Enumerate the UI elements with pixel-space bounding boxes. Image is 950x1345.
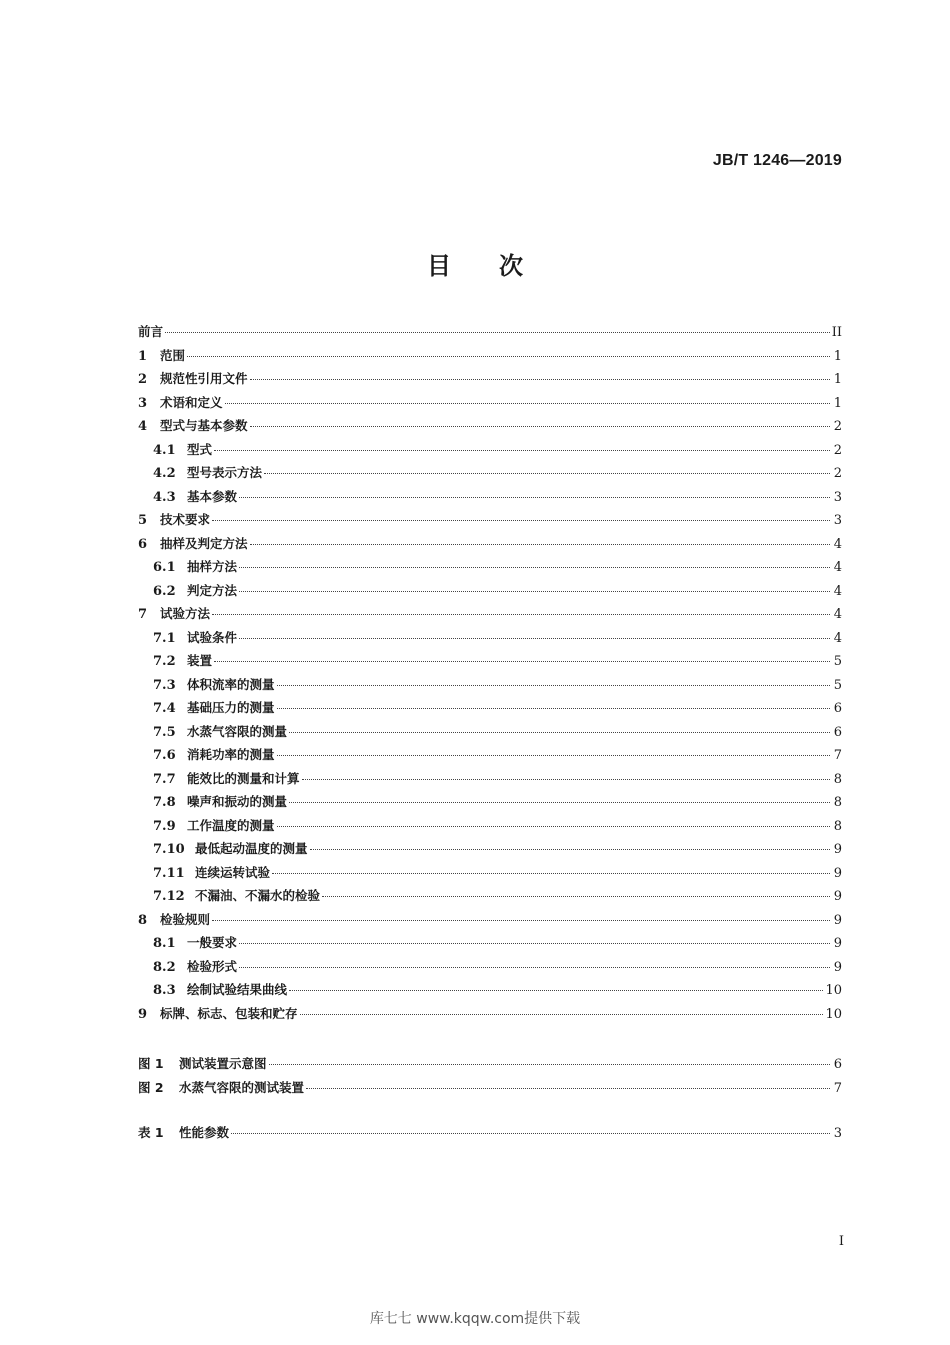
toc-entry-label: 装置: [187, 653, 213, 668]
toc-entry-number: 6.1: [153, 560, 176, 575]
dot-leader: [239, 496, 830, 498]
dot-leader: [225, 402, 830, 404]
dot-leader: [250, 425, 830, 427]
toc-entry-label: 不漏油、不漏水的检验: [195, 888, 321, 903]
toc-entry-number: 7.1: [153, 630, 176, 646]
watermark: 库七七 www.kqqw.com提供下载: [369, 1311, 581, 1327]
toc-entry-page: 8: [833, 771, 842, 787]
toc-entry[interactable]: [138, 510, 842, 534]
toc-entry-prefix: 图 1: [138, 1056, 164, 1071]
toc-entry-label: 连续运转试验: [195, 864, 271, 880]
toc-entry-number: 8.1: [153, 936, 176, 951]
toc-entry[interactable]: [138, 722, 842, 746]
toc-entry-label: 型式与基本参数: [160, 418, 248, 433]
toc-entry[interactable]: [138, 957, 842, 981]
dot-leader: [214, 449, 830, 451]
dot-leader: [187, 355, 830, 357]
toc-entry[interactable]: [138, 675, 842, 699]
toc-entry-page: 4: [833, 607, 842, 622]
toc-entry-label: 规范性引用文件: [160, 371, 248, 386]
toc-entry-number: 7.2: [153, 654, 176, 669]
toc-entry[interactable]: [138, 557, 842, 581]
dot-leader: [165, 331, 830, 333]
toc-entry-number: 4.3: [153, 489, 176, 505]
toc-entry-label: 消耗功率的测量: [187, 747, 275, 762]
toc-entry-page: 10: [825, 983, 842, 998]
toc-entry-number: 7.12: [153, 889, 185, 904]
toc-entry-page: 8: [833, 795, 842, 810]
toc-entry-page: 3: [833, 1126, 842, 1141]
toc-entry[interactable]: [138, 393, 842, 417]
toc-entry-label: 检验规则: [160, 911, 211, 927]
toc-entry[interactable]: [138, 980, 842, 1004]
toc-entry-number: 2: [138, 372, 148, 387]
toc-entry[interactable]: [138, 369, 842, 393]
toc-entry[interactable]: [138, 1054, 842, 1078]
dot-leader: [302, 778, 830, 780]
toc-entry[interactable]: [138, 1123, 842, 1147]
dot-leader: [269, 1063, 830, 1065]
dot-leader: [277, 754, 830, 756]
toc-entry-page: 8: [833, 818, 842, 834]
toc-entry-label: 检验形式: [187, 958, 238, 974]
toc-entry-label: 抽样及判定方法: [160, 535, 248, 551]
toc-entry-label: 抽样方法: [187, 559, 238, 574]
toc-entry-number: 7.8: [153, 795, 176, 810]
toc-entry-number: 7: [138, 607, 148, 622]
toc-entry[interactable]: [138, 910, 842, 934]
toc-entry-label: 绘制试验结果曲线: [187, 982, 288, 997]
toc-entry-label: 测试装置示意图: [179, 1056, 267, 1071]
toc-entry-label: 试验条件: [187, 629, 238, 645]
dot-leader: [272, 872, 830, 874]
toc-entry-label: 最低起动温度的测量: [195, 841, 308, 856]
toc-entry[interactable]: [138, 628, 842, 652]
dot-leader: [264, 472, 830, 474]
standard-number: JB/T 1246—2019: [712, 152, 842, 169]
toc-entry-page: 9: [833, 912, 842, 928]
toc-entry-label: 基础压力的测量: [187, 700, 275, 715]
dot-leader: [250, 543, 830, 545]
toc-entry-label: 范围: [160, 347, 186, 363]
dot-leader: [212, 519, 830, 521]
toc-entry-page: 9: [833, 889, 842, 904]
toc-entry[interactable]: [138, 792, 842, 816]
toc-entry-number: 8.3: [153, 983, 176, 998]
toc-entry-number: 1: [138, 348, 148, 364]
toc-entry-number: 8: [138, 912, 148, 928]
toc-entry-prefix: 表 1: [138, 1125, 164, 1140]
toc-entry[interactable]: [138, 581, 842, 605]
toc-entry-page: 1: [833, 348, 842, 364]
toc-entry-number: 4: [138, 419, 148, 434]
toc-entry-prefix: 图 2: [138, 1079, 164, 1095]
dot-leader: [212, 919, 830, 921]
toc-entry-label: 前言: [138, 324, 164, 339]
dot-leader: [239, 590, 830, 592]
dot-leader: [239, 566, 830, 568]
dot-leader: [214, 660, 830, 662]
toc-entry-label: 水蒸气容限的测试装置: [179, 1079, 305, 1095]
toc-entry[interactable]: [138, 816, 842, 840]
toc-figures: [138, 1054, 842, 1101]
toc-entry-number: 6.2: [153, 583, 176, 599]
table-of-contents: [138, 322, 842, 1147]
toc-entry[interactable]: [138, 886, 842, 910]
toc-entry-label: 标牌、标志、包装和贮存: [160, 1005, 298, 1021]
toc-entry-number: 7.3: [153, 677, 176, 693]
dot-leader: [310, 848, 830, 850]
dot-leader: [277, 707, 830, 709]
toc-entry[interactable]: [138, 346, 842, 370]
toc-entry[interactable]: [138, 769, 842, 793]
dot-leader: [277, 825, 830, 827]
toc-entry[interactable]: [138, 440, 842, 464]
toc-entry-page: 4: [833, 560, 842, 575]
toc-entry-page: 9: [833, 936, 842, 951]
toc-entry-number: 6: [138, 536, 148, 552]
toc-entry[interactable]: [138, 933, 842, 957]
dot-leader: [289, 731, 830, 733]
toc-entry-page: 1: [833, 395, 842, 411]
toc-entry[interactable]: [138, 322, 842, 346]
toc-entry-number: 4.2: [153, 466, 176, 481]
toc-entry-number: 4.1: [153, 442, 176, 458]
toc-entry-label: 术语和定义: [160, 394, 223, 410]
dot-leader: [277, 684, 830, 686]
toc-entry-page: 2: [833, 419, 842, 434]
toc-entry[interactable]: [138, 416, 842, 440]
dot-leader: [289, 989, 823, 991]
toc-entry-number: 3: [138, 395, 148, 411]
toc-entry-label: 工作温度的测量: [187, 817, 275, 833]
toc-entry-page: 2: [833, 442, 842, 458]
dot-leader: [239, 966, 830, 968]
toc-entry-label: 判定方法: [187, 582, 238, 598]
dot-leader: [239, 637, 830, 639]
dot-leader: [300, 1013, 824, 1015]
dot-leader: [239, 942, 830, 944]
toc-entry-label: 型式: [187, 441, 213, 457]
toc-entry-page: 9: [833, 959, 842, 975]
toc-entry[interactable]: [138, 463, 842, 487]
toc-entry[interactable]: [138, 487, 842, 511]
toc-entry-page: 6: [833, 724, 842, 740]
toc-entry-page: 7: [833, 1080, 842, 1096]
dot-leader: [212, 613, 830, 615]
toc-entry-page: 5: [833, 654, 842, 669]
dot-leader: [250, 378, 830, 380]
page-number: I: [838, 1234, 844, 1249]
toc-entry-label: 水蒸气容限的测量: [187, 723, 288, 739]
toc-entry-page: 9: [833, 842, 842, 857]
toc-entry-number: 7.6: [153, 748, 176, 763]
toc-entry-label: 性能参数: [179, 1125, 230, 1140]
toc-entry[interactable]: [138, 698, 842, 722]
toc-entry-page: 6: [833, 1057, 842, 1072]
toc-entry-page: 4: [833, 630, 842, 646]
toc-entry-page: II: [831, 325, 842, 340]
page-title: 目次: [427, 252, 571, 280]
toc-entry-number: 7.4: [153, 701, 176, 716]
toc-entry-page: 3: [833, 513, 842, 528]
toc-entry-number: 7.5: [153, 724, 176, 740]
toc-entry[interactable]: [138, 1004, 842, 1028]
dot-leader: [306, 1087, 830, 1089]
toc-entry-page: 4: [833, 536, 842, 552]
toc-entry-number: 9: [138, 1006, 148, 1022]
toc-tables: [138, 1123, 842, 1147]
toc-entry-page: 5: [833, 677, 842, 693]
toc-entry-page: 7: [833, 748, 842, 763]
toc-entry-number: 7.9: [153, 818, 176, 834]
toc-entry-label: 试验方法: [160, 606, 211, 621]
toc-entry-page: 3: [833, 489, 842, 505]
toc-entry[interactable]: [138, 534, 842, 558]
toc-entry-label: 能效比的测量和计算: [187, 770, 300, 786]
toc-entry-page: 10: [825, 1006, 842, 1022]
toc-entry[interactable]: [138, 863, 842, 887]
toc-entry[interactable]: [138, 651, 842, 675]
toc-entry-label: 型号表示方法: [187, 465, 263, 480]
toc-entry-page: 6: [833, 701, 842, 716]
toc-entry-number: 8.2: [153, 959, 176, 975]
toc-entry-number: 7.10: [153, 842, 185, 857]
toc-entry-page: 2: [833, 466, 842, 481]
toc-entry[interactable]: [138, 604, 842, 628]
toc-entry[interactable]: [138, 839, 842, 863]
toc-entry-label: 一般要求: [187, 935, 238, 950]
toc-entry[interactable]: [138, 745, 842, 769]
toc-entry-page: 4: [833, 583, 842, 599]
toc-entry-label: 噪声和振动的测量: [187, 794, 288, 809]
toc-entry[interactable]: [138, 1078, 842, 1102]
toc-entry-label: 技术要求: [160, 512, 211, 527]
toc-entry-page: 9: [833, 865, 842, 881]
toc-entry-label: 体积流率的测量: [187, 676, 275, 692]
toc-entry-label: 基本参数: [187, 488, 238, 504]
toc-entry-number: 5: [138, 513, 148, 528]
toc-sections: [138, 322, 842, 1027]
toc-entry-number: 7.7: [153, 771, 176, 787]
dot-leader: [289, 801, 830, 803]
toc-entry-number: 7.11: [153, 865, 185, 881]
toc-entry-page: 1: [833, 372, 842, 387]
dot-leader: [231, 1132, 830, 1134]
dot-leader: [322, 895, 830, 897]
